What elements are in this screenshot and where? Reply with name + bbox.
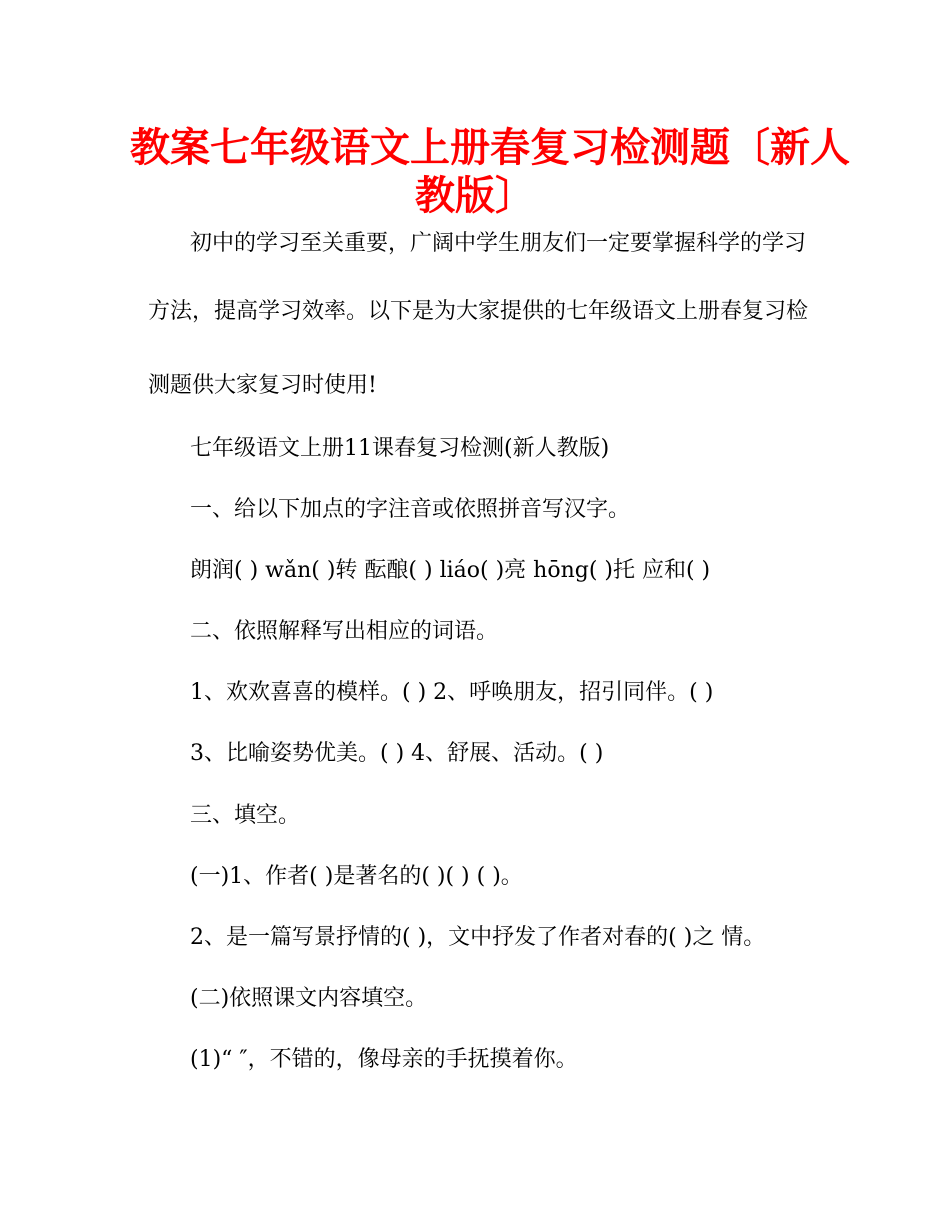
section-2-title: 二、依照解释写出相应的词语。: [190, 619, 499, 644]
section-1-title: 一、给以下加点的字注音或依照拼音写汉字。: [190, 497, 631, 522]
intro-paragraph-line-1: 初中的学习至关重要，广阔中学生朋友们一定要掌握科学的学习: [190, 231, 807, 256]
section-3-part-2-title: (二)依照课文内容填空。: [190, 986, 428, 1011]
section-3-part-1-question-1: (一)1、作者( )是著名的( )( ) ( )。: [190, 864, 523, 889]
section-3-title: 三、填空。: [190, 803, 301, 828]
intro-paragraph-line-2: 方法，提高学习效率。以下是为大家提供的七年级语文上册春复习检: [148, 299, 809, 324]
section-heading: 七年级语文上册11课春复习检测(新人教版): [190, 436, 610, 461]
section-3-part-2-question-1: (1)“ ″，不错的，像母亲的手抚摸着你。: [190, 1047, 578, 1072]
intro-paragraph-line-3: 测题供大家复习时使用!: [148, 373, 377, 398]
section-1-items: 朗润( ) wǎn( )转 酝酿( ) liáo( )亮 hōng( )托 应和( ): [190, 558, 711, 583]
document-title-line-2: 教版〕: [415, 173, 535, 219]
section-2-item-1: 1、欢欢喜喜的模样。( ) 2、呼唤朋友，招引同伴。( ): [190, 680, 714, 705]
section-2-item-2: 3、比喻姿势优美。( ) 4、舒展、活动。( ): [190, 741, 604, 766]
section-3-part-1-question-2: 2、是一篇写景抒情的( )，文中抒发了作者对春的( )之 情。: [190, 925, 766, 950]
document-title-line-1: 教案七年级语文上册春复习检测题〔新人: [130, 125, 850, 171]
